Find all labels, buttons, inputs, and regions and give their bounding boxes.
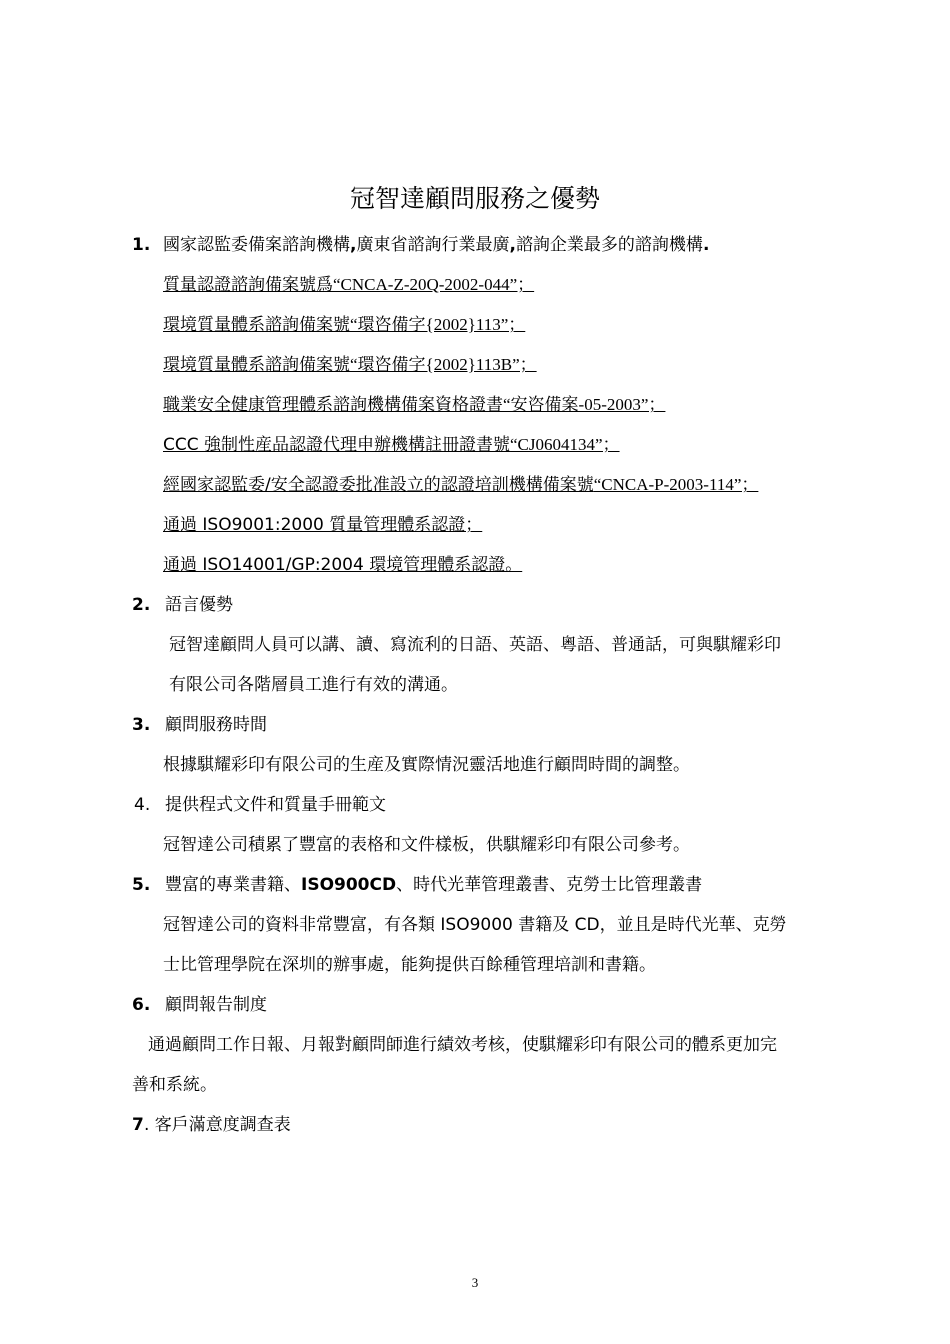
- page-title: 冠智達顧問服務之優勢: [349, 184, 600, 213]
- cert-item-text: 職業安全健康管理體系諮詢機構備案資格證書: [163, 395, 503, 415]
- section-3-body: 根據騏耀彩印有限公司的生産及實際情況靈活地進行顧問時間的調整。: [163, 755, 690, 775]
- cert-item: [163, 433, 620, 457]
- section-5-body: 士比管理學院在深圳的辦事處，能夠提供百餘種管理培訓和書籍。: [163, 955, 656, 975]
- cert-item-text: 環境質量體系諮詢備案號: [163, 355, 350, 375]
- section-6-heading: 顧問報告制度: [165, 995, 267, 1015]
- section-1-heading: [163, 233, 709, 257]
- cert-item: [163, 473, 758, 497]
- section-5-heading-product: ISO900CD: [301, 875, 397, 895]
- section-5-heading-part: 豐富的專業書籍、: [165, 875, 301, 895]
- section-2-heading: 語言優勢: [165, 595, 233, 615]
- section-1-heading-comma: ,: [509, 235, 516, 255]
- cert-item: [163, 553, 522, 577]
- section-6-body: 通過顧問工作日報、月報對顧問師進行績效考核，使騏耀彩印有限公司的體系更加完: [148, 1035, 777, 1055]
- cert-item-code: “安咨備案-05-2003”；: [503, 395, 666, 414]
- section-5-heading-part: 、時代光華管理叢書、克勞士比管理叢書: [396, 875, 703, 895]
- cert-item: [163, 513, 482, 537]
- section-3-number: 3.: [132, 715, 151, 735]
- section-3-heading: 顧問服務時間: [165, 715, 267, 735]
- section-2-body: 有限公司各階層員工進行有效的溝通。: [169, 675, 458, 695]
- section-1-number: 1.: [132, 235, 151, 255]
- cert-item-text: CCC 強制性産品認證代理申辦機構註冊證書號: [163, 435, 511, 455]
- section-6-body: 善和系統。: [132, 1075, 217, 1095]
- cert-item: [163, 313, 525, 337]
- cert-item-text: 經國家認監委/安全認證委批准設立的認證培訓機構備案號: [163, 475, 594, 495]
- cert-item-code: “CNCA-Z-20Q-2002-044”；: [333, 275, 535, 294]
- section-5-number: 5.: [132, 875, 151, 895]
- cert-item-code: “環咨備字{2002}113B”；: [350, 355, 537, 374]
- section-4-number: 4.: [134, 795, 151, 815]
- section-7-number: 7: [132, 1115, 144, 1135]
- section-7-heading: . 客戶滿意度調查表: [144, 1115, 291, 1135]
- cert-item-code: “CNCA-P-2003-114”；: [593, 475, 759, 494]
- cert-item-code: “CJ0604134”；: [510, 435, 620, 454]
- section-4-body: 冠智達公司積累了豐富的表格和文件樣板，供騏耀彩印有限公司參考。: [163, 835, 690, 855]
- section-4-heading: 提供程式文件和質量手冊範文: [165, 795, 386, 815]
- section-1-heading-part: 國家認監委備案諮詢機構: [163, 235, 350, 255]
- section-1-heading-comma: ,: [350, 235, 357, 255]
- page-number: 3: [471, 1275, 479, 1290]
- section-1-heading-part: 諮詢企業最多的諮詢機構: [515, 235, 703, 255]
- section-2-number: 2.: [132, 595, 151, 615]
- section-5-body: 冠智達公司的資料非常豐富，有各類 ISO9000 書籍及 CD，並且是時代光華、克勞: [163, 915, 787, 935]
- cert-item-text: 通過 ISO9001:2000 質量管理體系認證；: [163, 515, 483, 535]
- section-1-heading-period: .: [702, 235, 710, 255]
- cert-item-text: 環境質量體系諮詢備案號: [163, 315, 350, 335]
- cert-item: [163, 393, 665, 417]
- cert-item-code: “環咨備字{2002}113”；: [350, 315, 526, 334]
- section-5-heading: [165, 873, 702, 897]
- cert-item-text: 質量認證諮詢備案號爲: [163, 275, 333, 295]
- cert-item: [163, 273, 534, 297]
- section-6-number: 6.: [132, 995, 151, 1015]
- cert-item: [163, 353, 537, 377]
- section-1-heading-part: 廣東省諮詢行業最廣: [356, 235, 510, 255]
- section-2-body: 冠智達顧問人員可以講、讀、寫流利的日語、英語、粵語、普通話，可與騏耀彩印: [169, 635, 781, 655]
- cert-item-text: 通過 ISO14001/GP:2004 環境管理體系認證。: [163, 555, 523, 575]
